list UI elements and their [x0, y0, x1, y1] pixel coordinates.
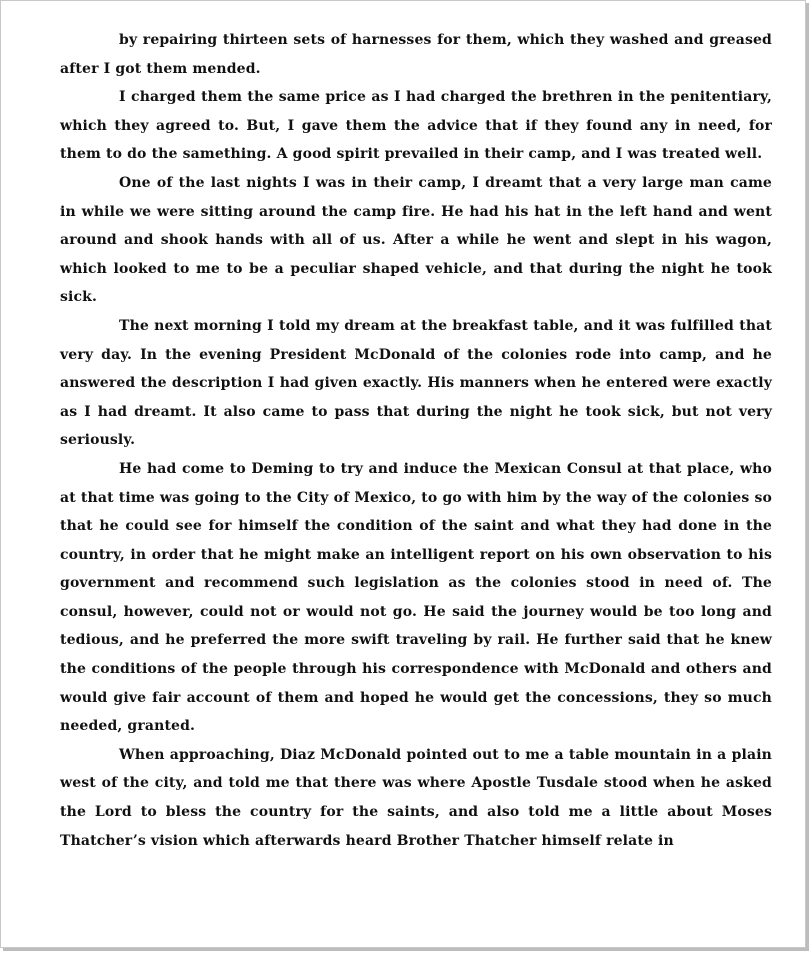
- paragraph-continuation: by repairing thirteen sets of harnesses for them, which they washed and greased after I got them mended.: [60, 32, 772, 77]
- paragraph-table-mountain: When approaching, Diaz McDonald pointed out to me a table mountain in a plain west of the city, and told me that there was where Apostle Tusdale stood when he asked the Lord to bless the country for the saints, and also told me a little about Moses Thatcher’s vision which afterwards heard Brother Thatcher himself relate in: [60, 746, 772, 849]
- paragraph-dream-fulfilled: The next morning I told my dream at the breakfast table, and it was fulfilled that very day. In the evening President McDonald of the colonies rode into camp, and he answered the description I had given exactly. His manners when he entered were exactly as I had dreamt. It also came to pass that during the night he took sick, but not very seriously.: [60, 317, 772, 449]
- paragraph-dream: One of the last nights I was in their camp, I dreamt that a very large man came in while we were sitting around the camp fire. He had his hat in the left hand and went around and shook hands with all of us. After a while he went and slept in his wagon, which looked to me to be a peculiar shaped vehicle, and that during the night he took sick.: [60, 174, 772, 306]
- paragraph-mexican-consul: He had come to Deming to try and induce the Mexican Consul at that place, who at that time was going to the City of Mexico, to go with him by the way of the colonies so that he could see for himself the condition of the saint and what they had done in the country, in order that he might make an intelligent report on his own observation to his government and recommend such legislation as the colonies stood in need of. The consul, however, could not or would not go. He said the journey would be too long and tedious, and he preferred the more swift traveling by rail. He further said that he knew the conditions of the people through his correspondence with McDonald and others and would give fair account of them and hoped he would get the concessions, they so much needed, granted.: [60, 460, 772, 735]
- paragraph-harness-payment: I charged them the same price as I had charged the brethren in the penitentiary, which they agreed to. But, I gave them the advice that if they found any in need, for them to do the samething. A good spirit prevailed in their camp, and I was treated well.: [60, 89, 772, 163]
- document-body: [60, 26, 772, 855]
